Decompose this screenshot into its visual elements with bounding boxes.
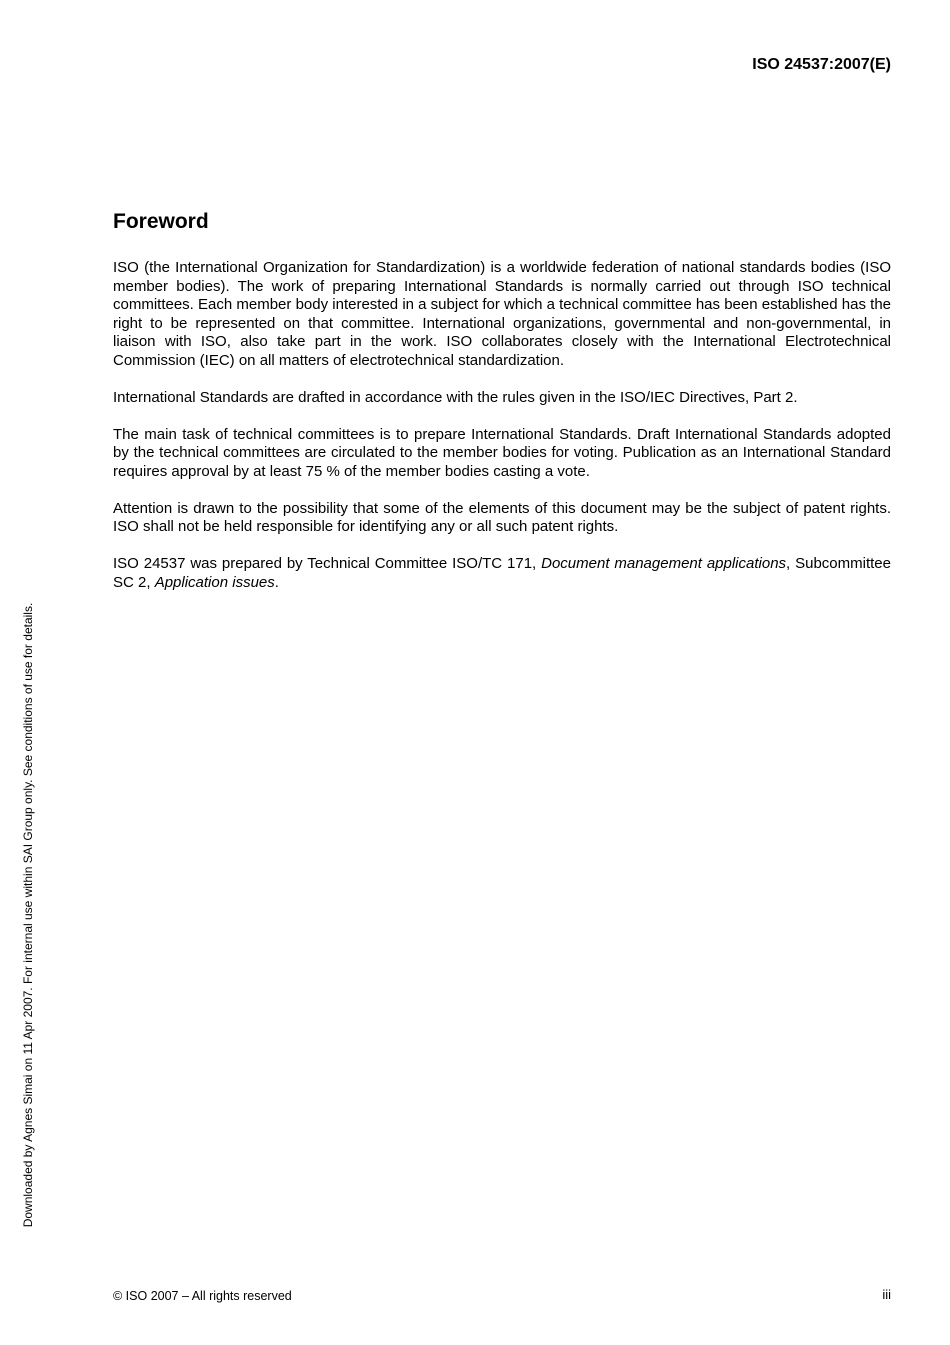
page-title: Foreword — [113, 210, 209, 233]
paragraph-1: ISO (the International Organization for Standardization) is a worldwide federation of national standards bodies (ISO member bodies). The work of preparing International Standards is normally carried out through ISO technical committees. Each member body interested in a subject for which a technical committee has been established has the right to be represented on that committee. International organizations, governmental and non-governmental, in liaison with ISO, also take part in the work. ISO collaborates closely with the International Electrotechnical Commission (IEC) on all matters of electrotechnical standardization. — [113, 259, 891, 369]
foreword-body — [113, 259, 891, 611]
committee-name: Document management applications — [541, 555, 787, 572]
paragraph-2: International Standards are drafted in accordance with the rules given in the ISO/IEC Directives, Part 2. — [113, 388, 798, 406]
document-id: ISO 24537:2007(E) — [752, 56, 891, 73]
page-number: iii — [882, 1287, 891, 1302]
paragraph-3: The main task of technical committees is to prepare International Standards. Draft International Standards adopted by the technical committees are circulated to the member bodies for voting. Publication as an International Standard requires approval by at least 75 % of the member bodies casting a vote. — [113, 425, 891, 480]
paragraph-4: Attention is drawn to the possibility that some of the elements of this document may be the subject of patent rights. ISO shall not be held responsible for identifying any or all such patent rights. — [113, 499, 891, 535]
p5-text-1: ISO 24537 was prepared by Technical Committee ISO/TC 171, — [113, 555, 542, 572]
copyright-notice: © ISO 2007 – All rights reserved — [113, 1289, 292, 1303]
p5-text-3: . — [274, 573, 279, 591]
paragraph-5 — [113, 555, 891, 592]
subcommittee-name: Application issues — [154, 573, 275, 591]
download-notice: Downloaded by Agnes Simai on 11 Apr 2007. For internal use within SAI Group only. See conditions of use for details. — [21, 602, 35, 1228]
p5-text-2: , Subcommittee SC 2, — [113, 555, 891, 591]
